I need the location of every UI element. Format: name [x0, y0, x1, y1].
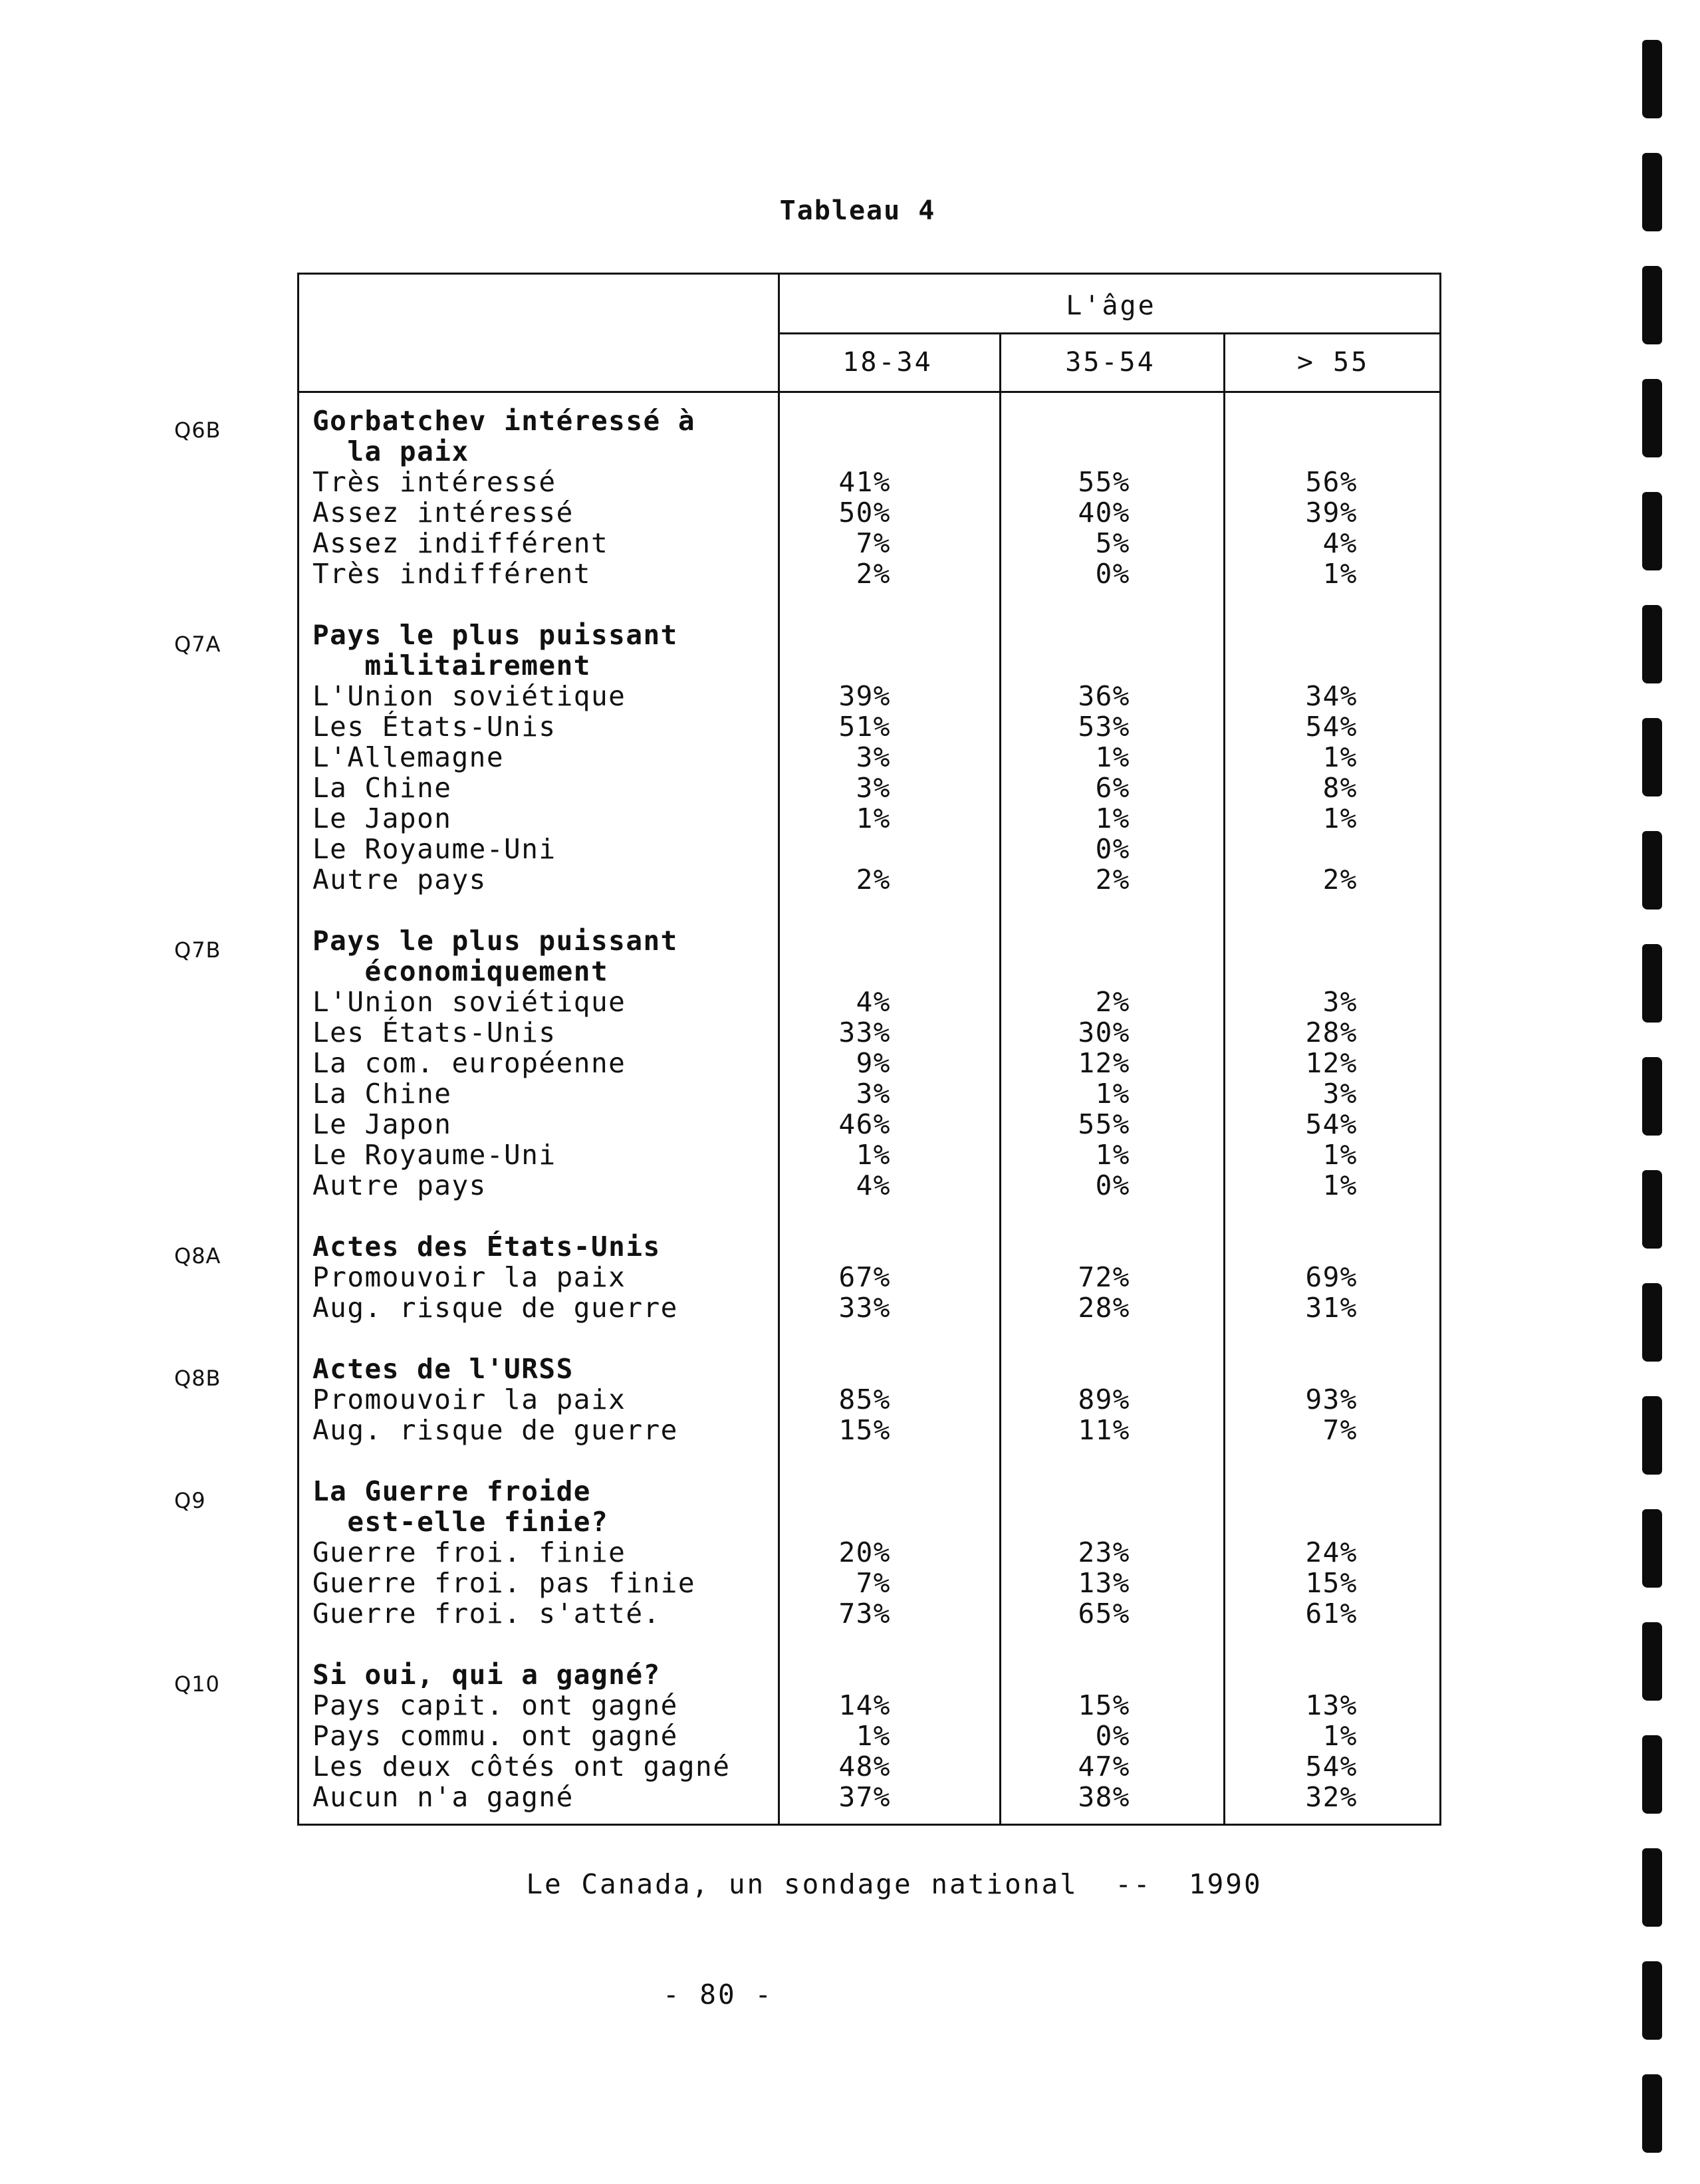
row-label: Les États-Unis	[312, 1017, 556, 1048]
table-row	[312, 1262, 1436, 1292]
cell-value: 39%	[1305, 497, 1358, 529]
row-label: Aug. risque de guerre	[312, 1292, 678, 1324]
cell-value: 1%	[1322, 1139, 1358, 1171]
binding-hole	[1642, 379, 1662, 457]
question-code: Q6B	[174, 418, 221, 443]
cell-value: 67%	[838, 1261, 891, 1293]
section-heading-row	[312, 1659, 1436, 1690]
cell-value: 46%	[838, 1108, 891, 1140]
binding-hole	[1642, 831, 1662, 910]
table-row	[312, 1690, 1436, 1721]
cell-value: 41%	[838, 466, 891, 498]
table-row	[312, 711, 1436, 742]
cell-value: 4%	[856, 1169, 891, 1201]
table-row	[312, 528, 1436, 558]
cell-value: 32%	[1305, 1781, 1358, 1813]
binding-hole	[1642, 718, 1662, 796]
table-row	[312, 742, 1436, 773]
section-heading-row	[312, 1231, 1436, 1262]
row-label: Promouvoir la paix	[312, 1384, 626, 1415]
cell-value: 1%	[1095, 1078, 1130, 1110]
section-heading: militairement	[312, 650, 591, 681]
binding-hole	[1642, 1961, 1662, 2040]
row-label: Pays commu. ont gagné	[312, 1720, 678, 1752]
cell-value: 28%	[1078, 1292, 1130, 1324]
row-label: Le Japon	[312, 802, 452, 834]
age-group-header: L'âge	[1066, 291, 1156, 321]
section-heading-row	[312, 1354, 1436, 1384]
table-row	[312, 1598, 1436, 1629]
cell-value: 33%	[838, 1292, 891, 1324]
cell-value: 1%	[1095, 1139, 1130, 1171]
question-code: Q7A	[174, 632, 221, 657]
table-row	[312, 1140, 1436, 1170]
table-row	[312, 1537, 1436, 1568]
table-row	[312, 773, 1436, 803]
table-row	[312, 864, 1436, 895]
row-label: Aucun n'a gagné	[312, 1781, 574, 1813]
cell-value: 12%	[1078, 1047, 1130, 1079]
question-code: Q7B	[174, 937, 221, 963]
cell-value: 9%	[856, 1047, 891, 1079]
cell-value: 12%	[1305, 1047, 1358, 1079]
cell-value: 1%	[1322, 1720, 1358, 1752]
cell-value: 20%	[838, 1536, 891, 1568]
cell-value: 1%	[1095, 741, 1130, 773]
cell-value: 55%	[1078, 466, 1130, 498]
cell-value: 53%	[1078, 711, 1130, 743]
cell-value: 2%	[856, 558, 891, 590]
table-row	[312, 1568, 1436, 1598]
row-label: Le Royaume-Uni	[312, 833, 556, 865]
cell-value: 5%	[1095, 527, 1130, 559]
row-label: Les États-Unis	[312, 711, 556, 743]
row-label: Très indifférent	[312, 558, 591, 590]
cell-value: 15%	[838, 1414, 891, 1446]
cell-value: 47%	[1078, 1751, 1130, 1782]
cell-value: 15%	[1078, 1689, 1130, 1721]
section-heading: Si oui, qui a gagné?	[312, 1659, 661, 1691]
cell-value: 50%	[838, 497, 891, 529]
section-heading: Actes des États-Unis	[312, 1231, 661, 1263]
cell-value: 3%	[856, 772, 891, 804]
section-heading: Pays le plus puissant	[312, 619, 678, 651]
section-heading: est-elle finie?	[312, 1506, 609, 1538]
binding-hole	[1642, 1283, 1662, 1362]
binding-hole	[1642, 1396, 1662, 1475]
row-label: Autre pays	[312, 864, 487, 896]
table-row	[312, 834, 1436, 864]
cell-value: 7%	[1322, 1414, 1358, 1446]
table-row	[312, 1170, 1436, 1201]
cell-value: 37%	[838, 1781, 891, 1813]
section-heading-row	[312, 436, 1436, 467]
table-row	[312, 1109, 1436, 1140]
table-row	[312, 1782, 1436, 1812]
cell-value: 54%	[1305, 1751, 1358, 1782]
cell-value: 23%	[1078, 1536, 1130, 1568]
binding-hole	[1642, 1622, 1662, 1701]
binding-hole	[1642, 1170, 1662, 1249]
section-heading-row	[312, 956, 1436, 987]
cell-value: 0%	[1095, 558, 1130, 590]
cell-value: 89%	[1078, 1384, 1130, 1415]
column-header-18-34: 18-34	[842, 347, 933, 378]
cell-value: 0%	[1095, 1169, 1130, 1201]
row-label: Guerre froi. s'atté.	[312, 1598, 661, 1630]
row-label: L'Allemagne	[312, 741, 505, 773]
table-row	[312, 1078, 1436, 1109]
row-label: Assez indifférent	[312, 527, 609, 559]
binding-hole	[1642, 1848, 1662, 1927]
cell-value: 48%	[838, 1751, 891, 1782]
cell-value: 61%	[1305, 1598, 1358, 1630]
cell-value: 34%	[1305, 680, 1358, 712]
cell-value: 72%	[1078, 1261, 1130, 1293]
section-heading: la paix	[312, 435, 469, 467]
column-header-35-54: 35-54	[1065, 347, 1155, 378]
cell-value: 73%	[838, 1598, 891, 1630]
row-label: Promouvoir la paix	[312, 1261, 626, 1293]
cell-value: 1%	[1322, 1169, 1358, 1201]
cell-value: 14%	[838, 1689, 891, 1721]
binding-hole	[1642, 492, 1662, 570]
cell-value: 31%	[1305, 1292, 1358, 1324]
table-row	[312, 467, 1436, 497]
cell-value: 38%	[1078, 1781, 1130, 1813]
cell-value: 0%	[1095, 1720, 1130, 1752]
table-row	[312, 803, 1436, 834]
cell-value: 4%	[856, 986, 891, 1018]
table-row	[312, 1017, 1436, 1048]
cell-value: 1%	[856, 802, 891, 834]
section-heading-row	[312, 650, 1436, 681]
cell-value: 93%	[1305, 1384, 1358, 1415]
section-heading-row	[312, 620, 1436, 650]
row-label: Guerre froi. finie	[312, 1536, 626, 1568]
column-header-55-plus: > 55	[1296, 347, 1370, 378]
table-row	[312, 1292, 1436, 1323]
row-label: Pays capit. ont gagné	[312, 1689, 678, 1721]
table-row	[312, 987, 1436, 1017]
row-label: Autre pays	[312, 1169, 487, 1201]
question-code: Q10	[174, 1671, 220, 1697]
table-row	[312, 1751, 1436, 1782]
section-heading-row	[312, 925, 1436, 956]
section-heading: Gorbatchev intéressé à	[312, 405, 696, 437]
cell-value: 3%	[856, 741, 891, 773]
table-divider	[297, 391, 1441, 393]
binding-hole	[1642, 1057, 1662, 1136]
cell-value: 28%	[1305, 1017, 1358, 1048]
section-heading-row	[312, 1507, 1436, 1537]
binding-hole	[1642, 40, 1662, 118]
row-label: Les deux côtés ont gagné	[312, 1751, 731, 1782]
binding-hole	[1642, 153, 1662, 231]
row-label: L'Union soviétique	[312, 986, 626, 1018]
cell-value: 7%	[856, 527, 891, 559]
row-label: Guerre froi. pas finie	[312, 1567, 696, 1599]
question-code: Q8B	[174, 1366, 221, 1391]
cell-value: 13%	[1078, 1567, 1130, 1599]
binding-hole	[1642, 1509, 1662, 1588]
section-heading-row	[312, 406, 1436, 436]
table-row	[312, 1415, 1436, 1445]
cell-value: 85%	[838, 1384, 891, 1415]
cell-value: 51%	[838, 711, 891, 743]
source-caption: Le Canada, un sondage national -- 1990	[526, 1868, 1263, 1900]
section-heading: Actes de l'URSS	[312, 1353, 574, 1385]
cell-value: 65%	[1078, 1598, 1130, 1630]
cell-value: 2%	[1322, 864, 1358, 896]
cell-value: 6%	[1095, 772, 1130, 804]
cell-value: 54%	[1305, 711, 1358, 743]
cell-value: 1%	[1095, 802, 1130, 834]
cell-value: 4%	[1322, 527, 1358, 559]
binding-hole	[1642, 944, 1662, 1023]
cell-value: 7%	[856, 1567, 891, 1599]
table-divider	[778, 332, 1441, 334]
cell-value: 1%	[1322, 558, 1358, 590]
row-label: La Chine	[312, 772, 452, 804]
row-label: Le Japon	[312, 1108, 452, 1140]
row-label: Assez intéressé	[312, 497, 574, 529]
cell-value: 2%	[1095, 986, 1130, 1018]
table-row	[312, 558, 1436, 589]
table-row	[312, 1048, 1436, 1078]
question-code: Q8A	[174, 1243, 221, 1269]
row-label: La Chine	[312, 1078, 452, 1110]
cell-value: 39%	[838, 680, 891, 712]
cell-value: 24%	[1305, 1536, 1358, 1568]
spiral-binding	[1634, 40, 1667, 2154]
cell-value: 40%	[1078, 497, 1130, 529]
table-row	[312, 1721, 1436, 1751]
cell-value: 69%	[1305, 1261, 1358, 1293]
cell-value: 3%	[856, 1078, 891, 1110]
cell-value: 11%	[1078, 1414, 1130, 1446]
cell-value: 1%	[856, 1720, 891, 1752]
cell-value: 0%	[1095, 833, 1130, 865]
cell-value: 13%	[1305, 1689, 1358, 1721]
page-number: - 80 -	[662, 1979, 774, 2010]
binding-hole	[1642, 605, 1662, 683]
cell-value: 2%	[856, 864, 891, 896]
table-row	[312, 1384, 1436, 1415]
cell-value: 55%	[1078, 1108, 1130, 1140]
table-row	[312, 681, 1436, 711]
cell-value: 1%	[1322, 741, 1358, 773]
cell-value: 30%	[1078, 1017, 1130, 1048]
row-label: Le Royaume-Uni	[312, 1139, 556, 1171]
binding-hole	[1642, 2074, 1662, 2153]
section-heading: Pays le plus puissant	[312, 925, 678, 957]
section-heading-row	[312, 1476, 1436, 1507]
row-label: La com. européenne	[312, 1047, 626, 1079]
cell-value: 1%	[856, 1139, 891, 1171]
section-heading: économiquement	[312, 955, 609, 987]
cell-value: 3%	[1322, 986, 1358, 1018]
cell-value: 2%	[1095, 864, 1130, 896]
row-label: L'Union soviétique	[312, 680, 626, 712]
table-title: Tableau 4	[779, 195, 936, 226]
row-label: Très intéressé	[312, 466, 556, 498]
cell-value: 56%	[1305, 466, 1358, 498]
cell-value: 15%	[1305, 1567, 1358, 1599]
cell-value: 8%	[1322, 772, 1358, 804]
binding-hole	[1642, 1735, 1662, 1814]
cell-value: 3%	[1322, 1078, 1358, 1110]
section-heading: La Guerre froide	[312, 1475, 591, 1507]
cell-value: 33%	[838, 1017, 891, 1048]
question-code: Q9	[174, 1488, 206, 1513]
cell-value: 36%	[1078, 680, 1130, 712]
cell-value: 1%	[1322, 802, 1358, 834]
binding-hole	[1642, 266, 1662, 344]
table-row	[312, 497, 1436, 528]
row-label: Aug. risque de guerre	[312, 1414, 678, 1446]
cell-value: 54%	[1305, 1108, 1358, 1140]
